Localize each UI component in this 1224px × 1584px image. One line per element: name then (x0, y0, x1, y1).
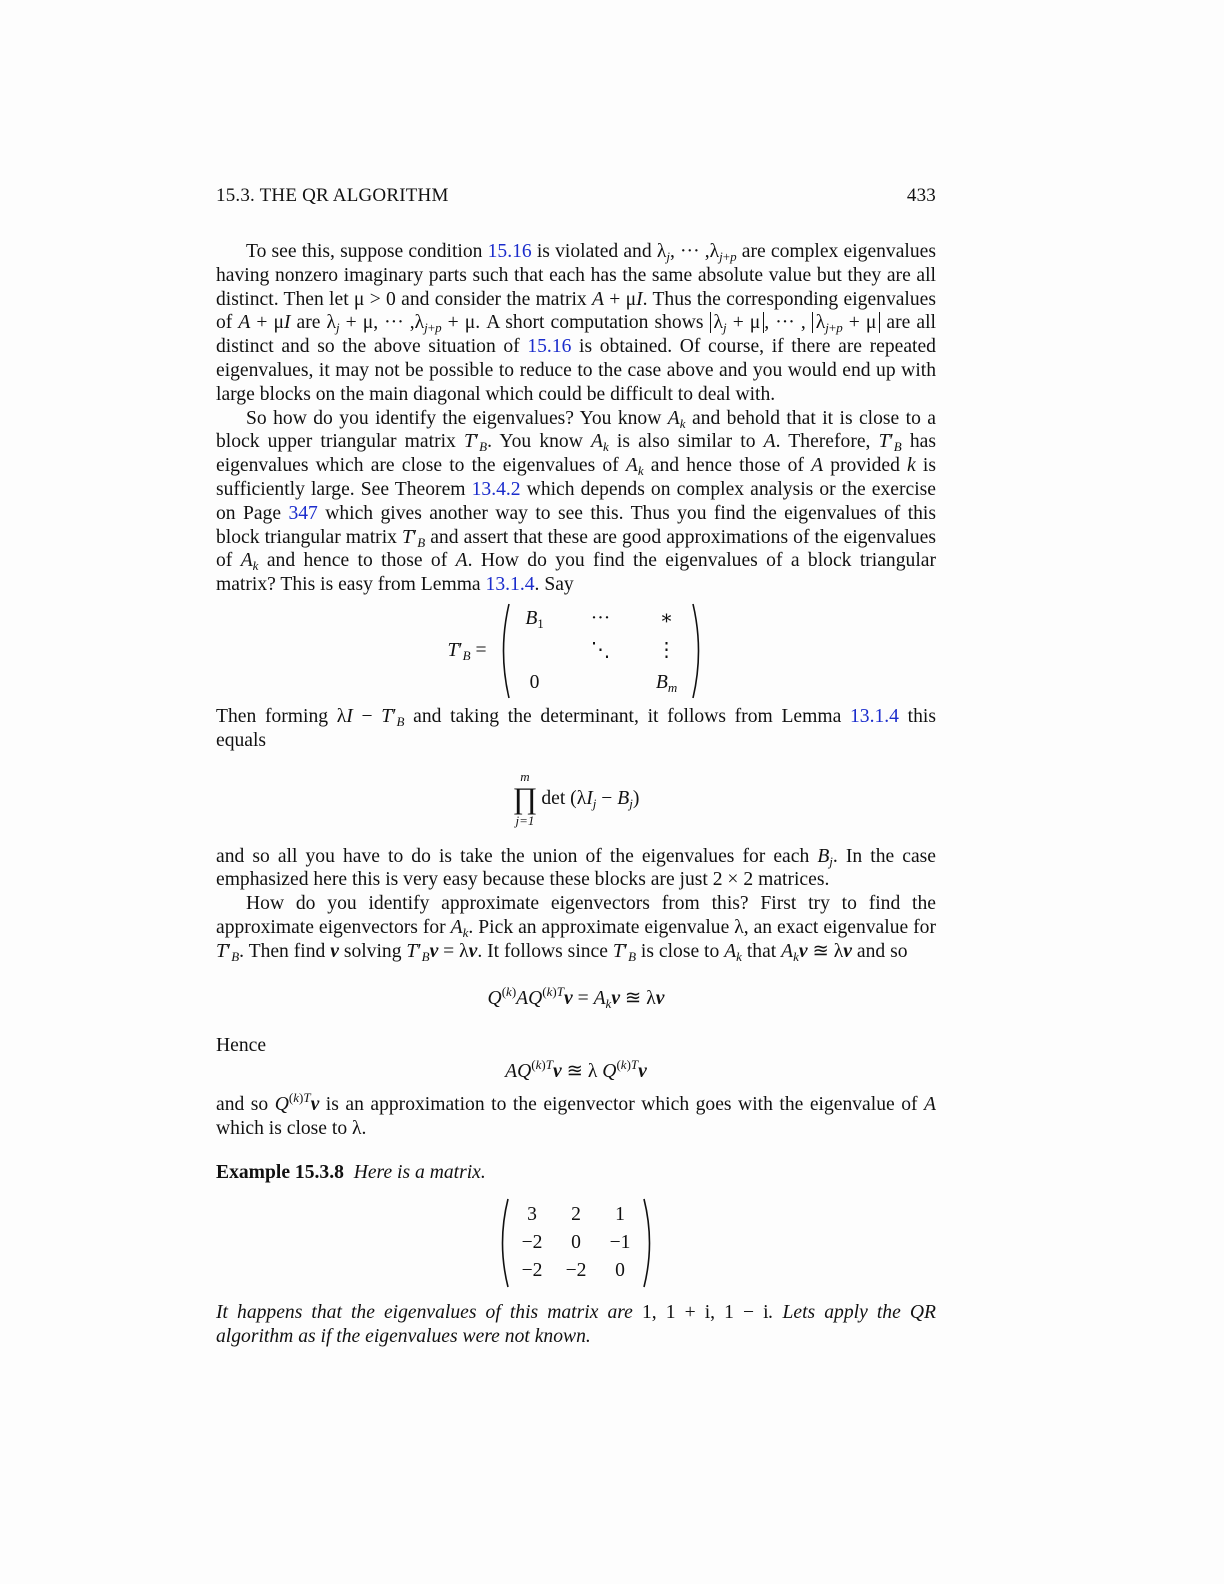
paragraph-6: and so $Q^{(k)T}v$ is an approximation to the eigenvector which goes with the eigenvalue of A which is close to λ. (216, 1090, 936, 1140)
right-paren (691, 602, 705, 700)
matrix-cell: $B_1$ (525, 607, 544, 631)
running-header (216, 185, 936, 207)
matrix-cell: 0 (529, 671, 540, 693)
example-heading (216, 1161, 936, 1185)
product-equation (216, 753, 936, 845)
product-body: $\det (\lambda I_j - B_j)$ (541, 787, 640, 811)
matrix-cell: −2 (521, 1231, 543, 1253)
product-lower-limit: j=1 (515, 812, 535, 828)
product-symbol: ∏ (512, 781, 538, 815)
paragraph-5: How do you identify approximate eigenvectors from this? First try to find the approximate eigenvectors for $A_k$. Pick an approximate eigenvalue λ, an exact eigenvalue for $T'_B$. Then find v solving $T'_Bv = \lambda v$. It follows since $T'_B$ is close to $A_k$ that $A_kv$ ≊ λv and so (216, 893, 936, 964)
example-label: Example 15.3.8 (216, 1161, 344, 1183)
matrix-cell: ⋮ (656, 639, 677, 661)
right-paren (642, 1197, 656, 1289)
ref-page-347[interactable]: 347 (288, 502, 318, 524)
left-paren (496, 1197, 510, 1289)
matrix-cell: −1 (609, 1231, 631, 1253)
left-paren (497, 602, 511, 700)
matrix-cell (581, 670, 621, 696)
matrix-cell: 0 (615, 1259, 625, 1281)
example-text: Here is a matrix. (353, 1161, 486, 1183)
matrix-cell: 1 (615, 1203, 625, 1225)
approximation-equation: $AQ^{(k)T}v$ ≊ λ $Q^{(k)T}v$ (505, 1057, 647, 1083)
matrix-cell: 0 (571, 1231, 581, 1253)
ref-15-16-b[interactable]: 15.16 (527, 336, 572, 358)
hence-label: Hence (216, 1034, 267, 1056)
matrix-cell: ··· (590, 607, 611, 629)
block-matrix-equation: $T'_B$ = $B_1$ ··· ∗ ⋱ ⋮ 0 $B_m$ (216, 597, 936, 705)
matrix-cell: ∗ (659, 607, 674, 629)
paragraph-7: It happens that the eigenvalues of this matrix are 1, 1 + i, 1 − i. Lets apply the QR algorithm as if the eigenvalues were not known. (216, 1301, 936, 1347)
matrix-cell (515, 638, 555, 664)
matrix-cell: −2 (565, 1259, 587, 1281)
block-matrix (515, 606, 687, 696)
paragraph-2: So how do you identify the eigenvalues? You know $A_k$ and behold that it is close to a block upper triangular matrix $T'_B$. You know $A_k$ is also similar to A. Therefore, $T'_B$ has eigenvalues which are close to the eigenvalues of $A_k$ and hence those of A provided k is sufficiently large. See Theorem 13.4.2 which depends on complex analysis or the exercise on Page 347 which gives another way to see this. Thus you find the eigenvalues of this block triangular matrix $T'_B$ and assert that these are good approximations of the eigenvalues of $A_k$ and hence to those of A. How do you find the eigenvalues of a block triangular matrix? This is easy from Lemma 13.1.4. Say (216, 407, 936, 596)
section-title: 15.3. THE QR ALGORITHM (216, 185, 449, 206)
text-body (216, 240, 936, 1348)
paragraph-4: and so all you have to do is take the union of the eigenvalues for each $B_j$. In the case emphasized here this is very easy because these blocks are just 2 × 2 matrices. (216, 845, 936, 891)
product-upper-limit: m (520, 768, 530, 784)
ref-15-16[interactable]: 15.16 (487, 241, 532, 262)
ref-theorem-13-4-2[interactable]: 13.4.2 (471, 478, 521, 500)
example-matrix (514, 1202, 638, 1284)
matrix-cell: 3 (527, 1203, 537, 1225)
matrix-cell: $B_m$ (655, 671, 678, 695)
paragraph-1: To see this, suppose condition 15.16 is violated and $\lambda_j$, ··· $,\lambda_{j+p}$ are complex eigenvalues having nonzero imaginary parts such that each has the same absolute value but they are all distinct. Then let μ > 0 and consider the matrix A + μI. Thus the corresponding eigenvalues of A + μI are $\lambda_j + \mu$, ··· $,\lambda_{j+p} + \mu$. A short computation shows $\lambda_j + \mu$ , ··· , $\lambda_{j+p} + \mu$ are all distinct and so the above situation of 15.16 is obtained. Of course, if there are repeated eigenvalues, it may not be possible to reduce to the case above and you would end up with large blocks on the main diagonal which could be difficult to deal with. (216, 241, 936, 405)
paragraph-3: Then forming $\lambda I - T'_B$ and taking the determinant, it follows from Lemma 13.1.4 this equals (216, 705, 936, 751)
matrix-cell: 2 (571, 1203, 581, 1225)
example-matrix-display (216, 1185, 936, 1301)
ref-lemma-13-1-4-b[interactable]: 13.1.4 (849, 705, 899, 727)
matrix-cell: ⋱ (590, 639, 611, 661)
page-number: 433 (906, 185, 936, 206)
similarity-equation: $Q^{(k)}AQ^{(k)T}v = A_kv$ ≊ λv (487, 983, 665, 1011)
matrix-cell: −2 (521, 1259, 543, 1281)
ref-lemma-13-1-4[interactable]: 13.1.4 (485, 574, 535, 596)
